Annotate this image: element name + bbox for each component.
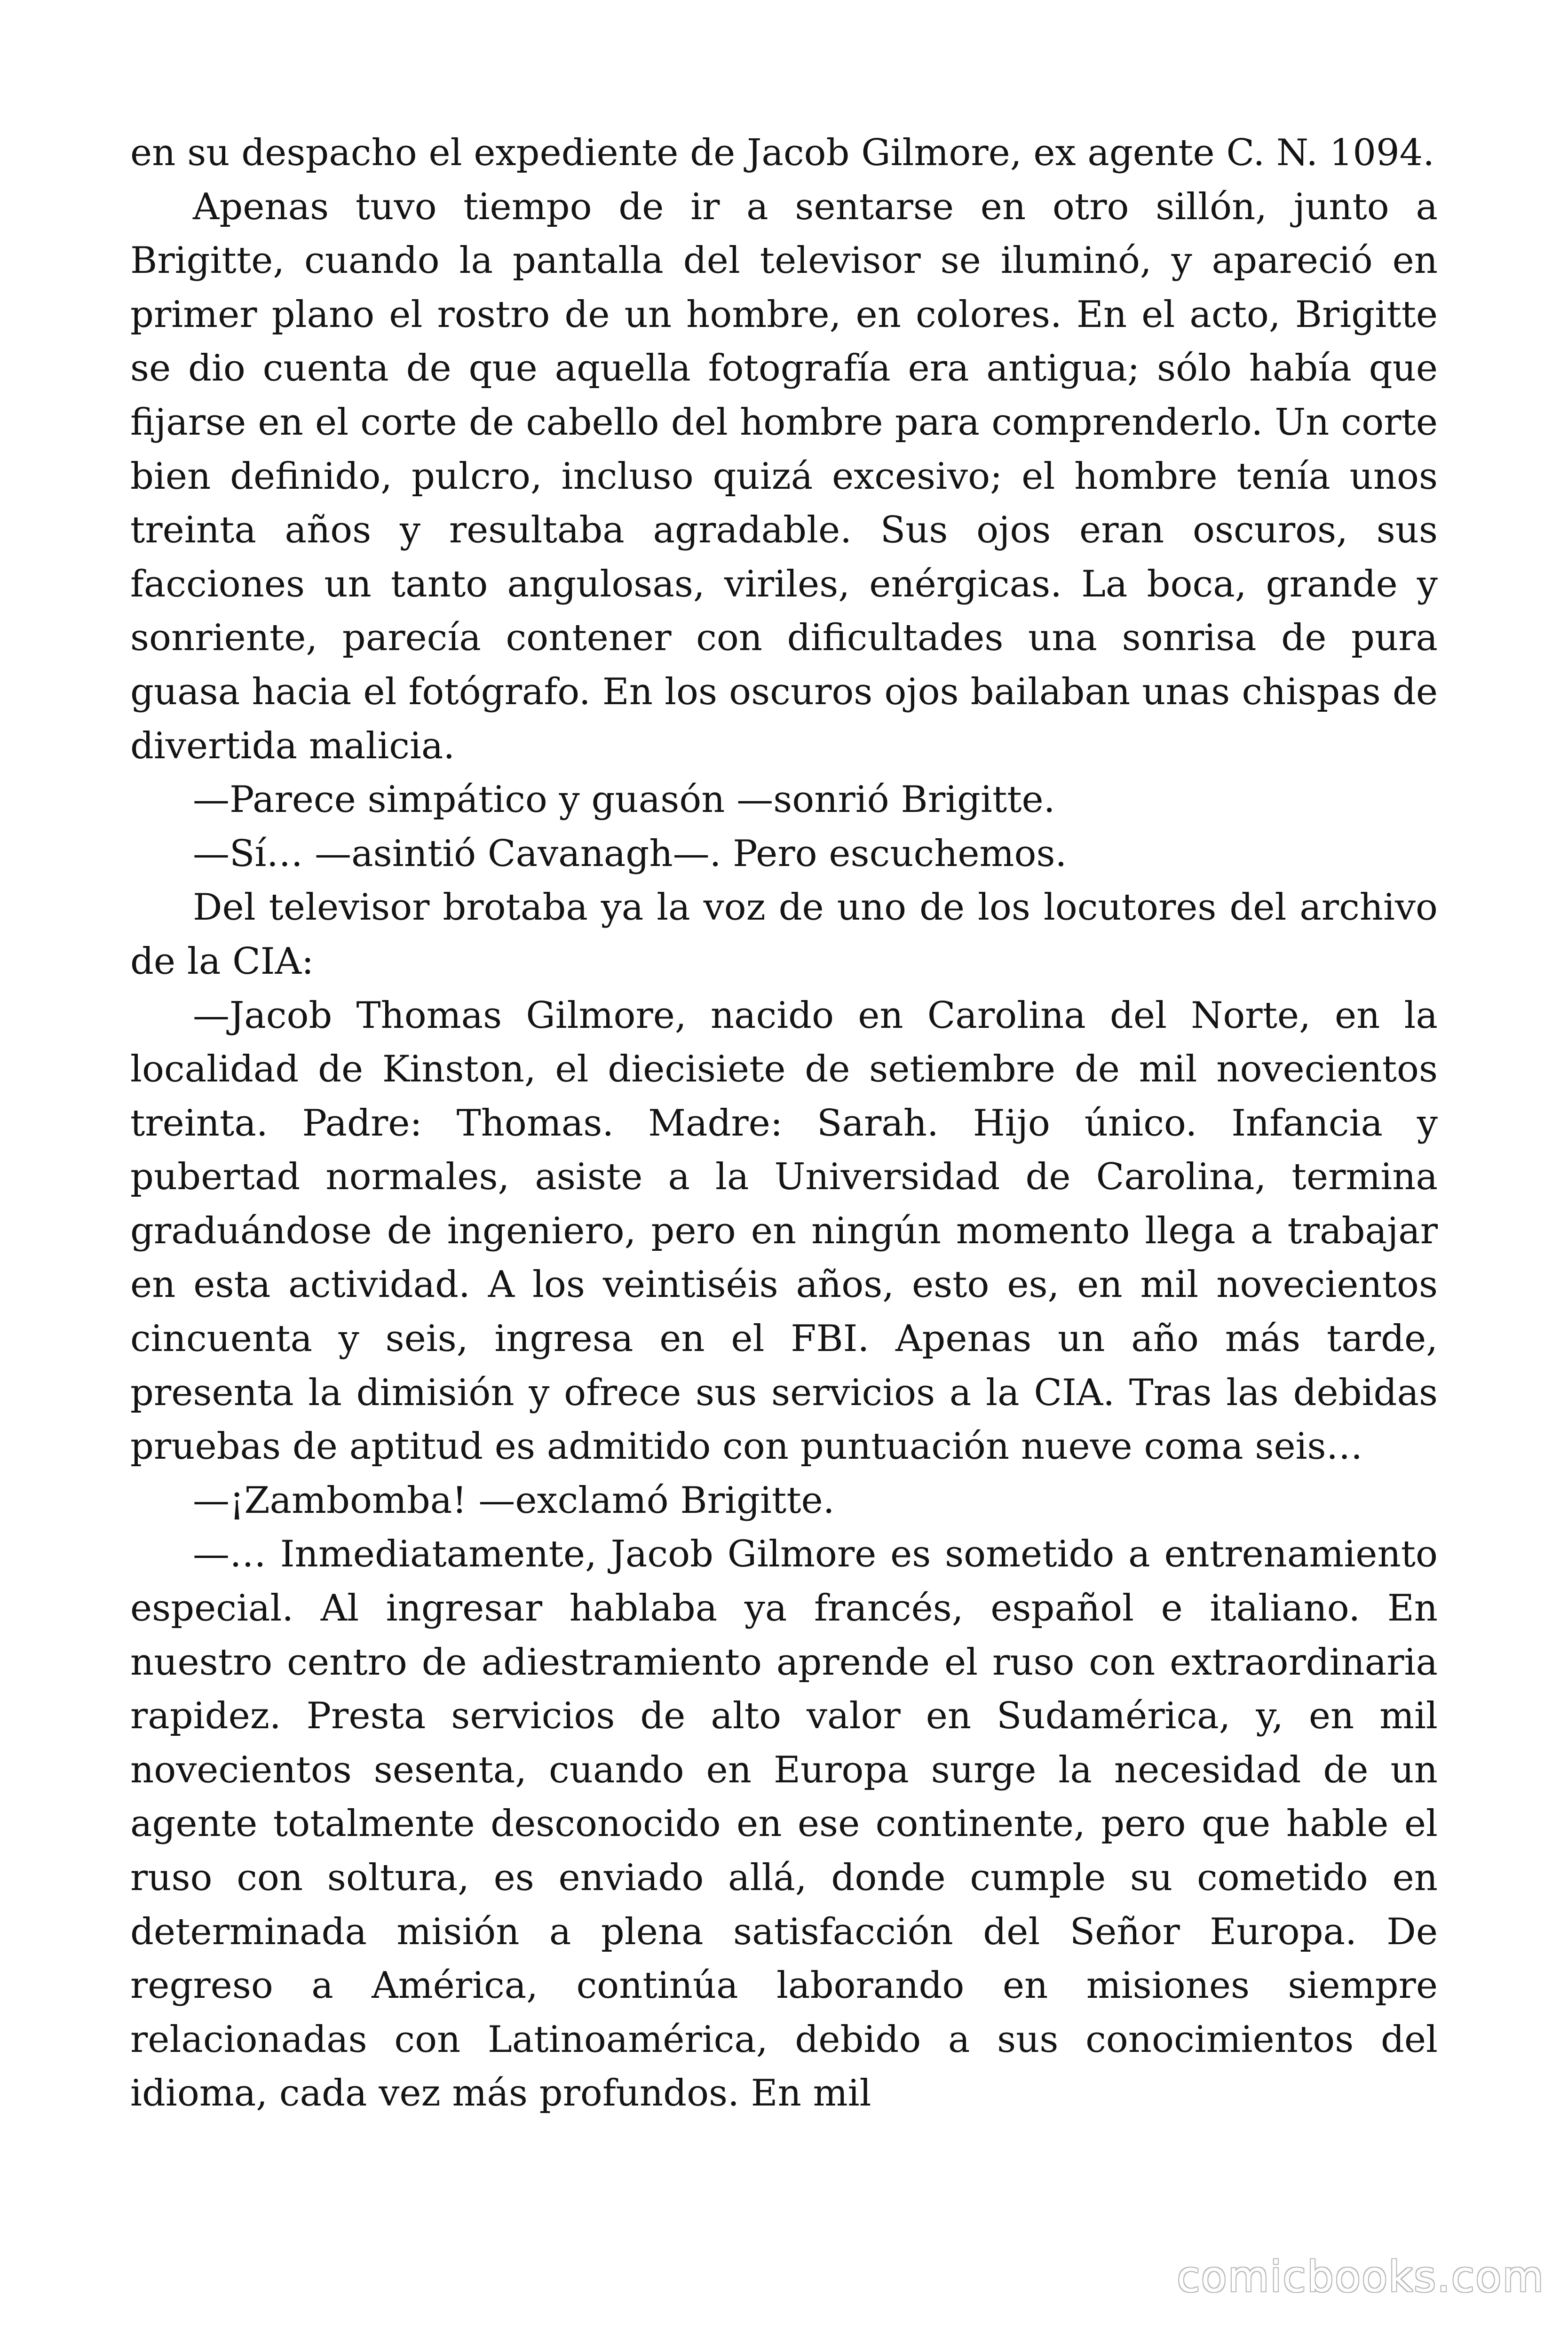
paragraph-continuation: en su despacho el expediente de Jacob Gilmore, ex agente C. N. 1094.	[130, 132, 1435, 174]
paragraph-brigitte-remark: —Parece simpático y guasón —sonrió Brigitte.	[193, 779, 1055, 821]
paragraph-dossier-part-one: —Jacob Thomas Gilmore, nacido en Carolina del Norte, en la localidad de Kinston, el diecisiete de setiembre de mil novecientos treinta. Padre: Thomas. Madre: Sarah. Hijo único. Infancia y pubertad normales, asiste a la Universidad de Carolina, termina graduándose de ingeniero, pero en ningún momento llega a trabajar en esta actividad. A los veintiséis años, esto es, en mil novecientos cincuenta y seis, ingresa en el FBI. Apenas un año más tarde, presenta la dimisión y ofrece sus servicios a la CIA. Tras las debidas pruebas de aptitud es admitido con puntuación nueve coma seis…	[130, 994, 1438, 1468]
paragraph-television-description: Apenas tuvo tiempo de ir a sentarse en otro sillón, junto a Brigitte, cuando la pantalla del televisor se iluminó, y apareció en primer plano el rostro de un hombre, en colores. En el acto, Brigitte se dio cuenta de que aquella fotografía era antigua; sólo había que fijarse en el corte de cabello del hombre para comprenderlo. Un corte bien definido, pulcro, incluso quizá excesivo; el hombre tenía unos treinta años y resultaba agradable. Sus ojos eran oscuros, sus facciones un tanto angulosas, viriles, enérgicas. La boca, grande y sonriente, parecía contener con dificultades una sonrisa de pura guasa hacia el fotógrafo. En los oscuros ojos bailaban unas chispas de divertida malicia.	[130, 185, 1438, 767]
watermark-logo: comicbooks.com	[1177, 2252, 1544, 2302]
body-text	[130, 126, 1438, 2121]
paragraph-dossier-part-two: —… Inmediatamente, Jacob Gilmore es sometido a entrenamiento especial. Al ingresar hablaba ya francés, español e italiano. En nuestro centro de adiestramiento aprende el ruso con extraordinaria rapidez. Presta servicios de alto valor en Sudamérica, y, en mil novecientos sesenta, cuando en Europa surge la necesidad de un agente totalmente desconocido en ese continente, pero que hable el ruso con soltura, es enviado allá, donde cumple su cometido en determinada misión a plena satisfacción del Señor Europa. De regreso a América, continúa laborando en misiones siempre relacionadas con Latinoamérica, debido a sus conocimientos del idioma, cada vez más profundos. En mil	[130, 1533, 1438, 2115]
paragraph-cavanagh-reply: —Sí… —asintió Cavanagh—. Pero escuchemos.	[193, 832, 1067, 875]
paragraph-narrator-voice: Del televisor brotaba ya la voz de uno de los locutores del archivo de la CIA:	[130, 886, 1438, 983]
paragraph-brigitte-exclamation: —¡Zambomba! —exclamó Brigitte.	[193, 1479, 835, 1522]
